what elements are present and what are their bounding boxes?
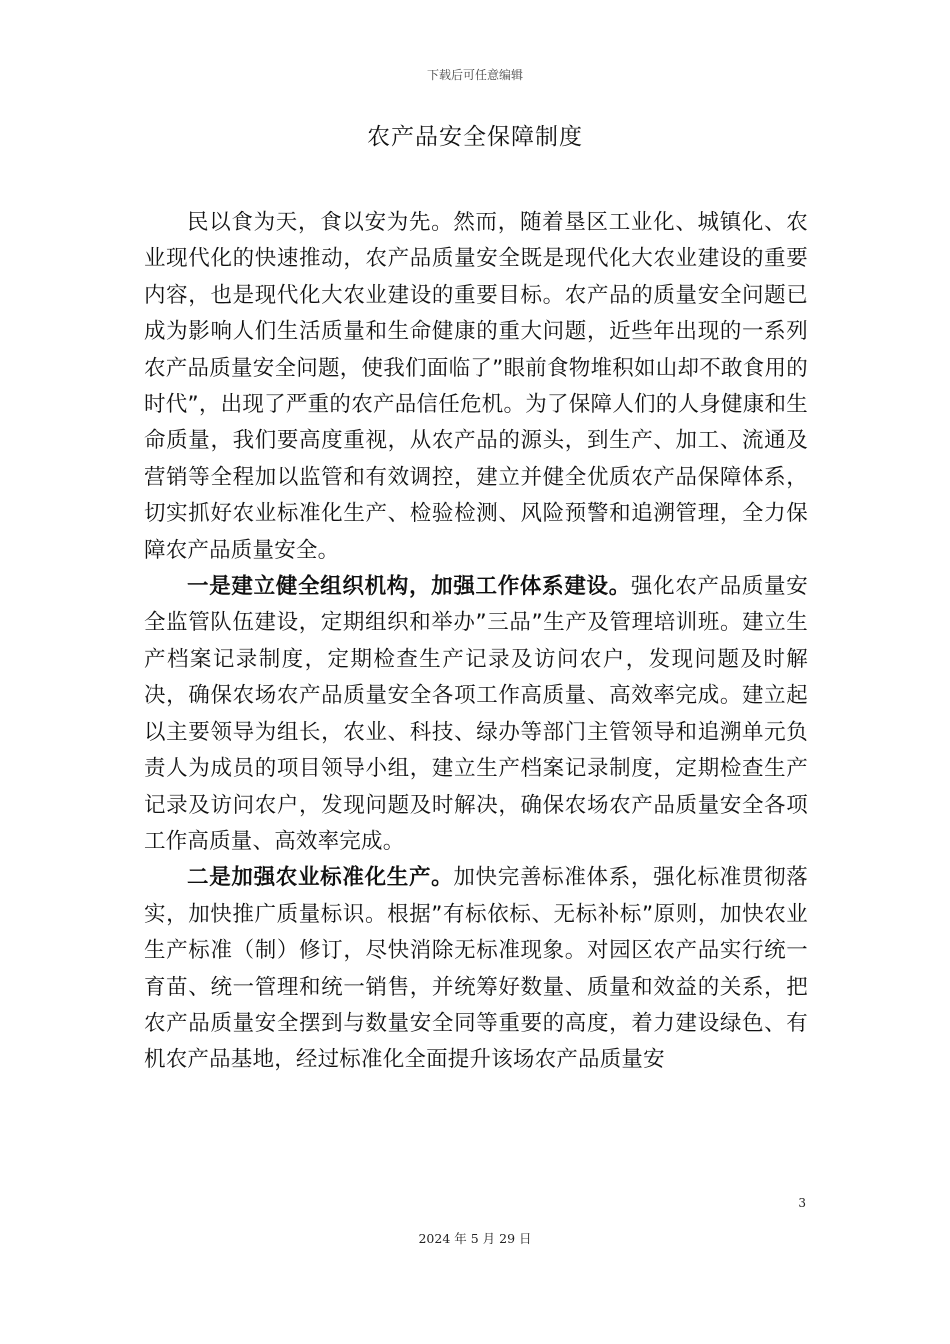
document-body: [144, 205, 808, 1079]
paragraph-organization: [144, 569, 808, 860]
paragraph-text: 加快完善标准体系，强化标准贯彻落实，加快推广质量标识。根据”有标依标、无标补标”原则，加快农业生产标准（制）修订，尽快消除无标准现象。对园区农产品实行统一育苗、统一管理和统一销售，并统筹好数量、质量和效益的关系，把农产品质量安全摆到与数量安全同等重要的高度，着力建设绿色、有机农产品基地，经过标准化全面提升该场农产品质量安: [144, 865, 809, 1073]
page-number: 3: [798, 1196, 806, 1210]
document-title: 农产品安全保障制度: [367, 124, 583, 150]
paragraph-standardization: [144, 860, 808, 1078]
paragraph-text: 民以食为天，食以安为先。然而，随着垦区工业化、城镇化、农业现代化的快速推动，农产品质量安全既是现代化大农业建设的重要内容，也是现代化大农业建设的重要目标。农产品的质量安全问题已成为影响人们生活质量和生命健康的重大问题，近些年出现的一系列农产品质量安全问题，使我们面临了”眼前食物堆积如山却不敢食用的时代”，出现了严重的农产品信任危机。为了保障人们的人身健康和生命质量，我们要高度重视，从农产品的源头，到生产、加工、流通及营销等全程加以监管和有效调控，建立并健全优质农产品保障体系，切实抓好农业标准化生产、检验检测、风险预警和追溯管理，全力保障农产品质量安全。: [144, 210, 808, 563]
footer-date: 2024 年 5 月 29 日: [418, 1231, 532, 1246]
paragraph-lead: 二是加强农业标准化生产。: [187, 865, 454, 891]
paragraph-lead: 一是建立健全组织机构，加强工作体系建设。: [187, 574, 631, 600]
paragraph-text: 强化农产品质量安全监管队伍建设，定期组织和举办”三品”生产及管理培训班。建立生产档案记录制度，定期检查生产记录及访问农户，发现问题及时解决，确保农场农产品质量安全各项工作高质量、高效率完成。建立起以主要领导为组长，农业、科技、绿办等部门主管领导和追溯单元负责人为成员的项目领导小组，建立生产档案记录制度，定期检查生产记录及访问农户，发现问题及时解决，确保农场农产品质量安全各项工作高质量、高效率完成。: [144, 574, 808, 854]
paragraph-intro: [144, 205, 808, 569]
header-note: 下载后可任意编辑: [426, 68, 523, 82]
